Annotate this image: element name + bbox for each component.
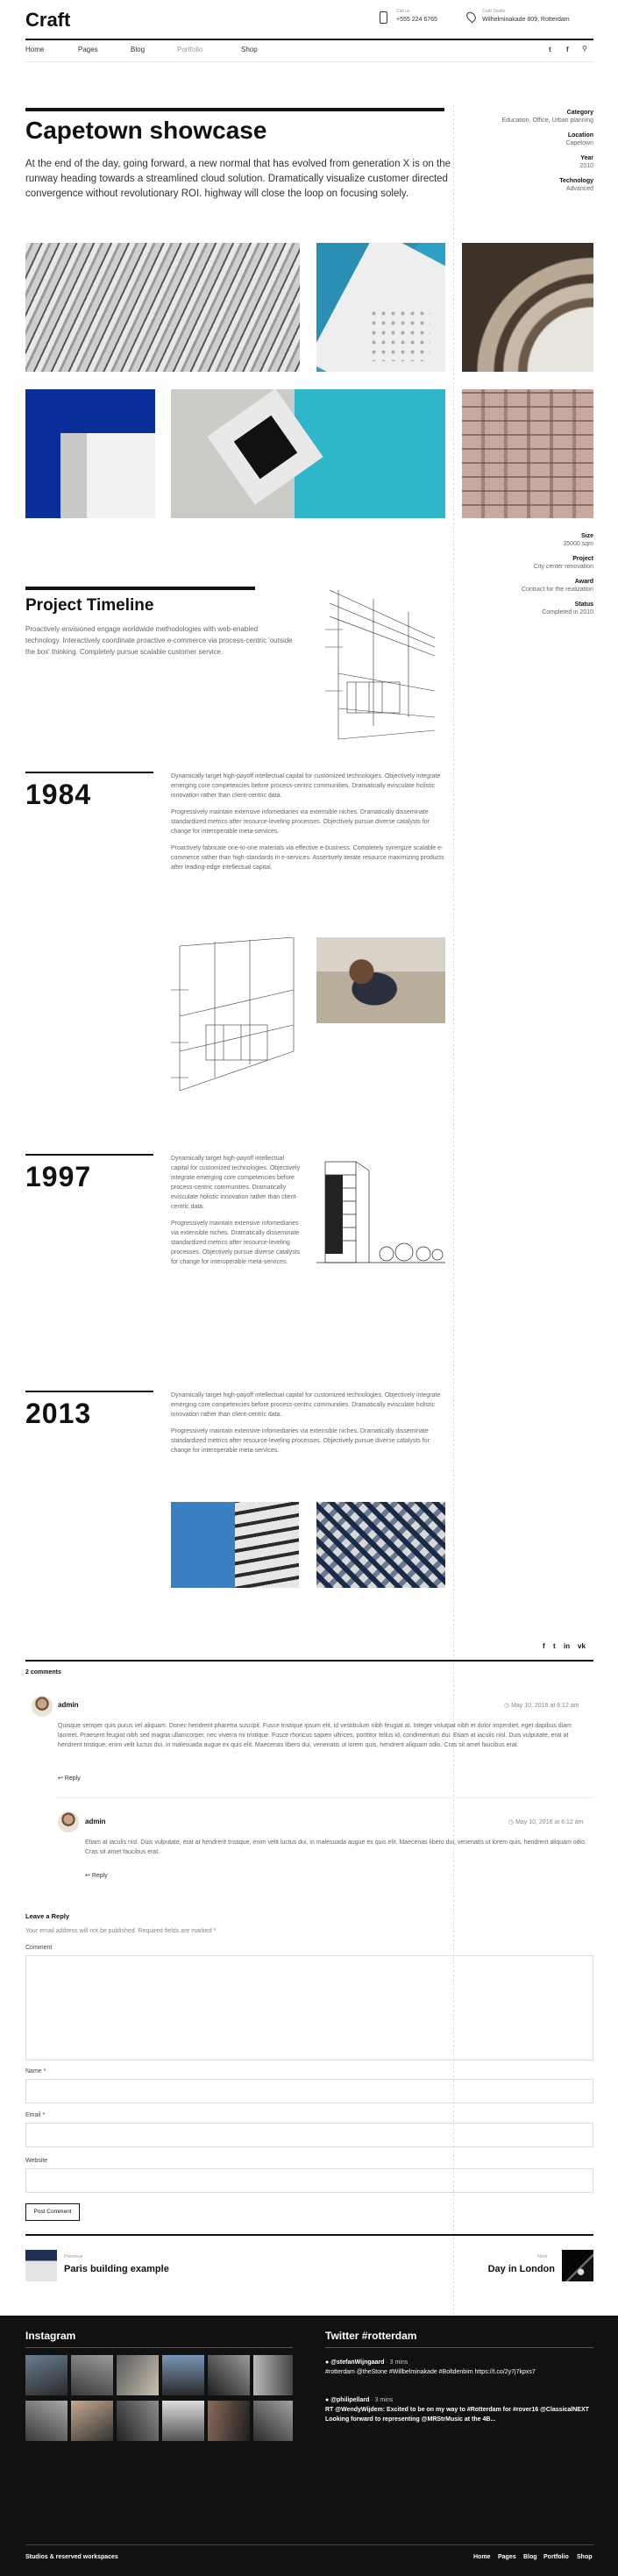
tweet-text: RT @WendyWijdem: Excited to be on my way to #Rotterdam for #rover16 @ClassicalNEXT Looking forward to representing @MRStrMusic at the 4B...	[325, 2407, 589, 2423]
gallery-image-1[interactable]	[25, 243, 300, 372]
entry-paragraph: Progressively maintain extensive infomediaries via extensible niches. Dramatically disseminate standardized metrics after resource-leveling processes. Objectively pursue diverse catalysts for change for interoperable meta-services.	[171, 1428, 430, 1454]
tweet: ● @stefanWijngaard · 3 mins #rotterdam @theStone #Willbelminakade #Boltdenbim https://t.co/2y7j7kpxs7	[325, 2358, 593, 2377]
year-2013: 2013	[25, 1398, 92, 1429]
instagram-photo[interactable]	[117, 2401, 159, 2441]
meta-category-label: Category	[566, 110, 593, 116]
timeline-rule	[25, 587, 255, 590]
meta-technology-value: Advanced	[565, 186, 593, 192]
nav-divider	[25, 61, 593, 62]
vk-icon[interactable]: vk	[578, 1642, 586, 1650]
phone-icon	[380, 11, 387, 24]
instagram-title: Instagram	[25, 2330, 76, 2342]
footer-nav-blog[interactable]: Blog	[523, 2554, 537, 2560]
tweet-handle[interactable]: @stefanWijngaard	[330, 2359, 385, 2366]
timeline-entry-1984	[171, 772, 445, 872]
meta-location-label: Location	[567, 132, 593, 139]
prev-post-title[interactable]: Paris building example	[64, 2264, 169, 2274]
year-rule-1997	[25, 1154, 153, 1156]
meta-category-value[interactable]: Education, Office, Urban planning	[501, 117, 593, 124]
year-rule-1984	[25, 772, 153, 773]
tweet-time: 3 mins	[389, 2359, 408, 2366]
share-icons	[541, 1642, 593, 1651]
meta-year-value: 2010	[579, 163, 593, 169]
reply-title: Leave a Reply	[25, 1912, 70, 1920]
name-field[interactable]	[25, 2079, 593, 2103]
instagram-photo[interactable]	[208, 2355, 250, 2395]
project-lead: At the end of the day, going forward, a new normal that has evolved from generation X is on the runway heading towards a streamlined cloud solution. Dramatically visualize customer directed convergence without revolutionary ROI. highway will close the loop on focusing solely.	[25, 159, 451, 199]
search-icon[interactable]: ⚲	[582, 45, 587, 53]
entry-paragraph: Dynamically target high-payoff intellectual capital for customized technologies. Objectively integrate emerging core competencies before process-centric communities. Dramatically evisculate holistic innovation rather than client-centric data.	[171, 1156, 301, 1210]
year-rule-2013	[25, 1391, 153, 1392]
reply-label: Reply	[64, 1775, 81, 1782]
phone-label: Call us	[396, 9, 410, 14]
page-title: Capetown showcase	[25, 117, 267, 144]
nav-blog[interactable]: Blog	[131, 46, 146, 53]
facebook-icon[interactable]: f	[566, 46, 569, 53]
name-label: Name *	[25, 2068, 46, 2074]
instagram-photo[interactable]	[25, 2355, 67, 2395]
meta-award-value: Contract for the realization	[521, 587, 593, 593]
comment-author[interactable]: admin	[58, 1701, 79, 1709]
meta-size-value: 35000 sqm	[563, 541, 593, 547]
avatar	[58, 1811, 79, 1832]
meta-status-value: Completed in 2010	[542, 609, 593, 616]
nav-shop[interactable]: Shop	[241, 46, 258, 53]
site-logo[interactable]: Craft	[25, 9, 71, 31]
comment-date-text: May 10, 2016 at 6:12 am	[515, 1819, 584, 1825]
instagram-photo[interactable]	[25, 2401, 67, 2441]
entry-paragraph: Progressively maintain extensive infomediaries via extensible niches. Dramatically disseminate standardized metrics after resource-leveling processes. Objectively pursue diverse catalysts for change for interoperable meta-services.	[171, 1220, 301, 1265]
building-photo-1[interactable]	[171, 1502, 299, 1588]
location-icon	[465, 11, 478, 24]
prev-post-thumb[interactable]	[25, 2250, 57, 2281]
phone-number: +555 224 6765	[396, 17, 437, 23]
comment-label: Comment	[25, 1945, 53, 1951]
copyright: Studios & reserved workspaces	[25, 2554, 118, 2560]
clock-icon: ◷	[504, 1703, 512, 1709]
reply-label: Reply	[91, 1873, 108, 1879]
entry-paragraph: Progressively maintain extensive infomediaries via extensible niches. Dramatically disseminate standardized metrics after resource-leveling processes. Objectively pursue diverse catalysts for change for interoperable meta-services.	[171, 809, 430, 835]
meta-project-label: Project	[572, 556, 593, 562]
comment-date[interactable]	[508, 1818, 584, 1825]
header-divider	[25, 39, 593, 40]
comment-text: Etiam at iaculis nisl. Duis vulputate, erat at hendrerit tristique, enim velit luctus dui, in malesuada augue ex quis elit. Maecenas libero dui, venenatis ut lorem quis, hendrerit aliquam odio. Cras sit amet faucibus erat.	[85, 1839, 586, 1855]
instagram-photo[interactable]	[71, 2355, 113, 2395]
twitter-rule	[325, 2347, 593, 2348]
clock-icon: ◷	[508, 1819, 516, 1825]
gallery-image-4[interactable]	[25, 389, 155, 518]
gallery-image-3[interactable]	[462, 243, 593, 372]
next-post-thumb[interactable]	[562, 2250, 593, 2281]
instagram-photo[interactable]	[162, 2355, 204, 2395]
linkedin-icon[interactable]: in	[564, 1642, 571, 1650]
entry-paragraph: Dynamically target high-payoff intellectual capital for customized technologies. Objectively integrate emerging core competencies before process-centric communities. Dramatically evisculate holistic innovation rather than client-centric data.	[171, 773, 441, 799]
timeline-entry-1997	[171, 1154, 301, 1267]
comment-text: Quisque semper quis purus vel aliquam. Donec hendrerit pharetra suscipit. Fusce tristique ipsum elit, id vestibulum nibh feugiat at. Integer volutpat nibh et dolor imperdiet, eget dapibus diam laoreet. Praesent feugiat nibh sed magna ullamcorper, nec viverra mi tristique. Fusce rhoncus sapien ultrices, porttitor tellus id, condimentum dui. Etiam at iaculis nisl. Duis vulputate, erat at hendrerit tristique, enim velit luctus dui, in malesuada augue ex quis elit. Maecenas libero dui, venenatis ut lorem quis, hendrerit aliquam odio. Cras sit amet faucibus erat.	[58, 1723, 572, 1748]
footer-nav-shop[interactable]: Shop	[577, 2554, 593, 2560]
tweet-time: 3 mins	[374, 2397, 394, 2403]
website-label: Website	[25, 2158, 48, 2164]
instagram-grid	[25, 2355, 293, 2441]
comment-date[interactable]	[504, 1702, 579, 1709]
year-1984: 1984	[25, 779, 92, 810]
twitter-icon: ●	[325, 2359, 331, 2366]
next-post-title[interactable]: Day in London	[487, 2264, 555, 2274]
footer-bottom-rule	[25, 2544, 593, 2545]
footer	[0, 2316, 618, 2576]
architecture-sketch-1	[321, 586, 445, 748]
instagram-photo[interactable]	[117, 2355, 159, 2395]
architecture-sketch-3[interactable]	[316, 1153, 445, 1270]
year-1997: 1997	[25, 1161, 92, 1192]
meta-project-value: City center renovation	[533, 564, 593, 570]
comment-divider	[54, 1797, 593, 1798]
workshop-photo[interactable]	[316, 937, 445, 1023]
nav-portfolio[interactable]: Portfolio	[177, 46, 203, 53]
meta-status-label: Status	[574, 601, 593, 608]
reply-link[interactable]	[58, 1775, 81, 1782]
instagram-rule	[25, 2347, 293, 2348]
comments-count: 2 comments	[25, 1669, 61, 1676]
gallery-image-6[interactable]	[462, 389, 593, 518]
comment-author[interactable]: admin	[85, 1818, 106, 1825]
meta-award-label: Award	[574, 579, 593, 585]
facebook-icon[interactable]: f	[543, 1642, 545, 1650]
meta-size-label: Size	[580, 533, 593, 539]
instagram-photo[interactable]	[253, 2355, 293, 2395]
comment-date-text: May 10, 2016 at 6:12 am	[511, 1703, 579, 1709]
reply-icon: ↩	[85, 1873, 92, 1879]
nav-pages[interactable]: Pages	[78, 46, 98, 53]
gallery-image-2[interactable]	[316, 243, 445, 372]
meta-location-value: Capetown	[565, 140, 593, 146]
building-photo-2[interactable]	[316, 1502, 445, 1588]
timeline-entry-2013	[171, 1391, 445, 1455]
reply-icon: ↩	[58, 1775, 65, 1782]
post-nav-rule	[25, 2234, 593, 2236]
address: Wilhelminakade 809, Rotterdam	[482, 17, 570, 23]
tweet-handle[interactable]: @philipellard	[330, 2397, 370, 2403]
instagram-photo[interactable]	[253, 2401, 293, 2441]
address-label: Craft Studio	[482, 9, 506, 14]
entry-paragraph: Proactively fabricate one-to-one materials via effective e-business. Completely synergize scalable e-commerce rather than high-standards in e-services. Assertively iterate resource maximizing products after leading-edge intellectual capital.	[171, 845, 444, 871]
reply-notice: Your email address will not be published. Required fields are marked *	[25, 1928, 217, 1934]
footer-nav-home[interactable]: Home	[473, 2554, 491, 2560]
email-label: Email *	[25, 2112, 46, 2118]
twitter-icon: ●	[325, 2397, 331, 2403]
meta-technology-label: Technology	[559, 178, 593, 184]
meta-year-label: Year	[580, 155, 593, 161]
tweet: ● @philipellard · 3 mins RT @WendyWijdem: Excited to be on my way to #Rotterdam for #rover16 @ClassicalNEXT Looking forward to representing @MRStrMusic at the 4B...	[325, 2395, 593, 2424]
tweet-text: #rotterdam @theStone #Willbelminakade #Boltdenbim https://t.co/2y7j7kpxs7	[325, 2369, 536, 2375]
footer-nav-portfolio[interactable]: Portfolio	[543, 2554, 569, 2560]
instagram-photo[interactable]	[208, 2401, 250, 2441]
website-field[interactable]	[25, 2168, 593, 2193]
timeline-intro: Proactively envisioned engage worldwide methodologies with web-enabled technology. Interactively coordinate proactive e-commerce via process-centric 'outside the box' thinking. Completely pursue scalable customer service.	[25, 625, 293, 656]
nav-home[interactable]: Home	[25, 46, 45, 53]
twitter-icon[interactable]: t	[553, 1642, 556, 1650]
next-post-label: Next	[537, 2254, 548, 2259]
post-comment-button[interactable]: Post Comment	[25, 2203, 80, 2221]
twitter-icon[interactable]: t	[549, 46, 551, 53]
avatar	[32, 1696, 53, 1717]
instagram-photo[interactable]	[71, 2401, 113, 2441]
project-meta	[473, 110, 593, 192]
timeline-title: Project Timeline	[25, 596, 154, 615]
prev-post-label: Previous	[64, 2254, 83, 2259]
gallery-image-5[interactable]	[171, 389, 445, 518]
architecture-sketch-2[interactable]	[171, 937, 299, 1096]
entry-paragraph: Dynamically target high-payoff intellectual capital for customized technologies. Objectively integrate emerging core competencies before process-centric communities. Dramatically evisculate holistic innovation rather than client-centric data.	[171, 1392, 441, 1418]
comments-rule	[25, 1660, 593, 1662]
reply-link[interactable]	[85, 1872, 108, 1879]
comment-textarea[interactable]	[25, 1955, 593, 2060]
main-nav	[25, 46, 593, 58]
email-field[interactable]	[25, 2123, 593, 2147]
twitter-title: Twitter #rotterdam	[325, 2330, 417, 2342]
footer-nav-pages[interactable]: Pages	[498, 2554, 516, 2560]
instagram-photo[interactable]	[162, 2401, 204, 2441]
project-meta-2	[473, 533, 593, 616]
title-rule	[25, 108, 444, 111]
